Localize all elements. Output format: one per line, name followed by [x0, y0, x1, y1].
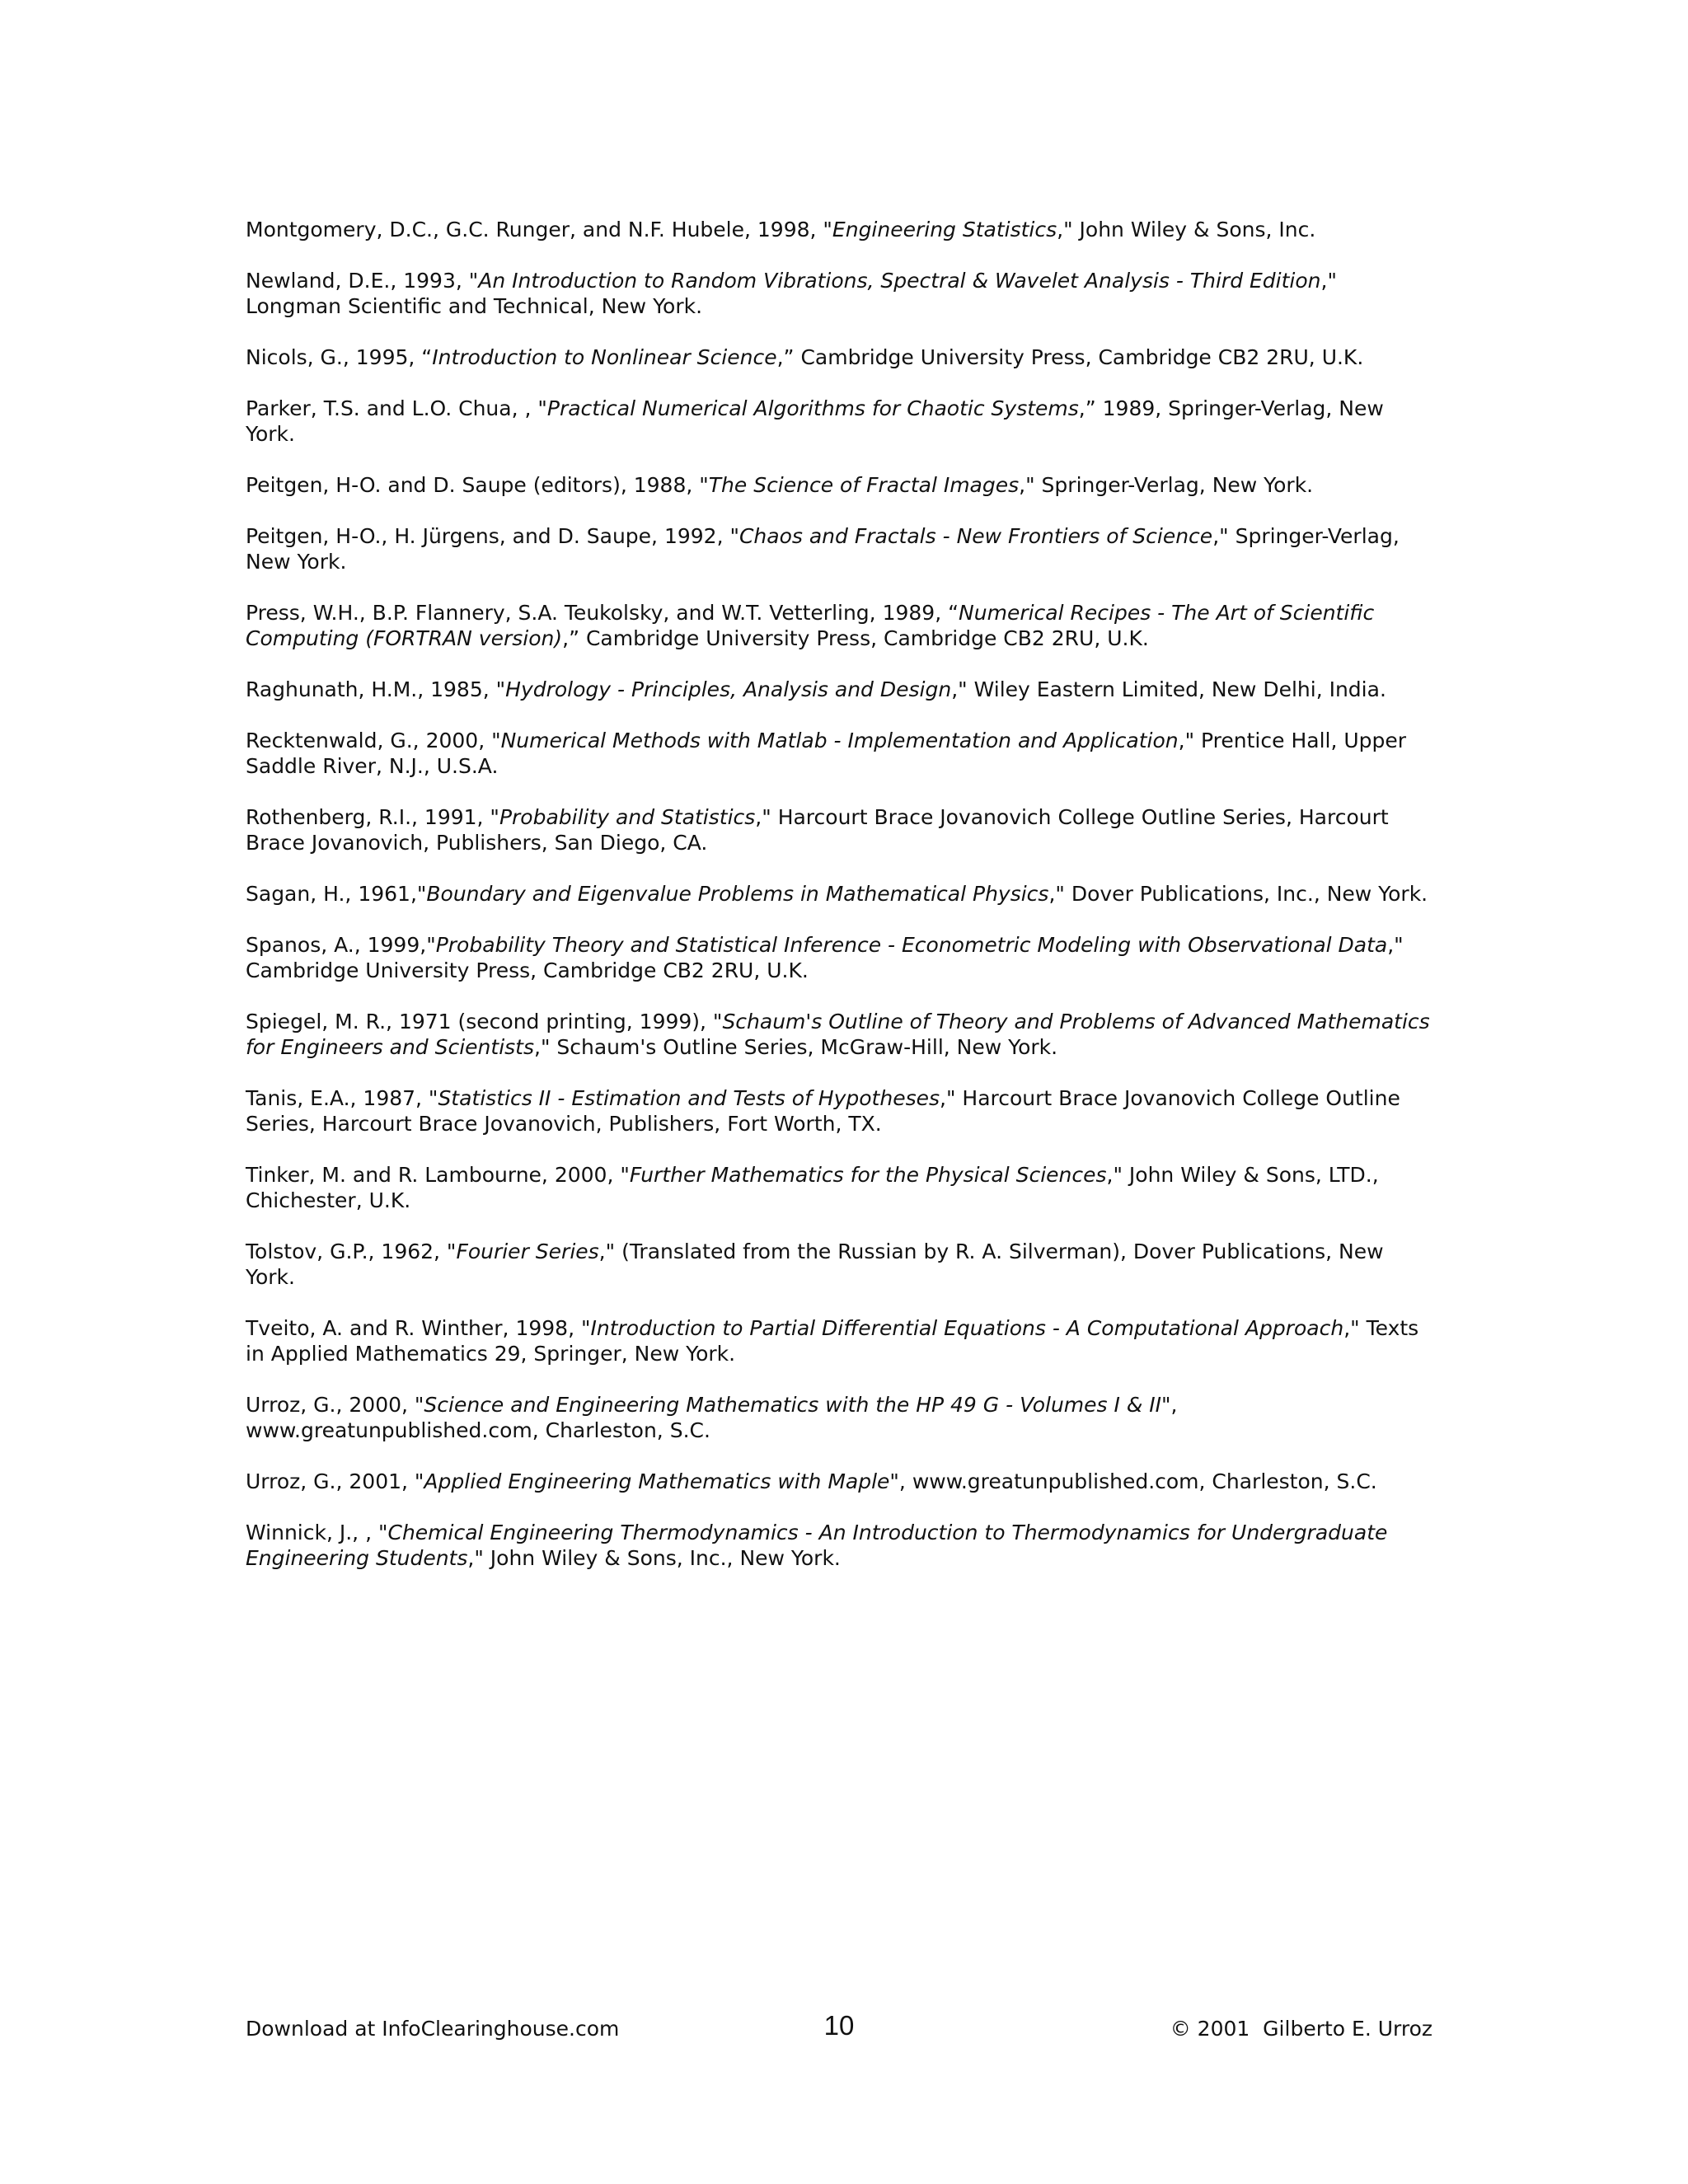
- reference-title: Fourier Series: [456, 1240, 599, 1263]
- reference-entry: [246, 677, 1432, 702]
- reference-title: Further Mathematics for the Physical Sciences: [629, 1163, 1107, 1187]
- reference-title: Hydrology - Principles, Analysis and Design: [505, 677, 952, 701]
- page-footer: [246, 2009, 1432, 2042]
- reference-publisher: ,” Cambridge University Press, Cambridge CB2 2RU, U.K.: [776, 345, 1364, 369]
- reference-publisher: ," John Wiley & Sons, Inc.: [1057, 218, 1316, 241]
- reference-authors: Montgomery, D.C., G.C. Runger, and N.F. Hubele, 1998, ": [246, 218, 832, 241]
- reference-title: Science and Engineering Mathematics with the HP 49 G - Volumes I & II: [424, 1393, 1162, 1417]
- reference-publisher: ," Harcourt Brace Jovanovich College Outline Series, Harcourt Brace Jovanovich, Publishers, San Diego, CA.: [246, 805, 1389, 855]
- reference-publisher: ," (Translated from the Russian by R. A. Silverman), Dover Publications, New York.: [246, 1240, 1384, 1289]
- page-number: 10: [823, 2010, 855, 2041]
- reference-title: Chemical Engineering Thermodynamics - An Introduction to Thermodynamics for Undergraduate Engineering Students: [246, 1521, 1388, 1570]
- reference-authors: Parker, T.S. and L.O. Chua, , ": [246, 396, 547, 420]
- reference-authors: Recktenwald, G., 2000, ": [246, 729, 501, 752]
- reference-authors: Tveito, A. and R. Winther, 1998, ": [246, 1316, 591, 1340]
- reference-publisher: ," Springer-Verlag, New York.: [1019, 473, 1314, 497]
- reference-authors: Nicols, G., 1995, “: [246, 345, 433, 369]
- reference-entry: [246, 932, 1432, 983]
- reference-title: Probability Theory and Statistical Inference - Econometric Modeling with Observational Data: [435, 933, 1388, 957]
- reference-authors: Peitgen, H-O. and D. Saupe (editors), 1988, ": [246, 473, 709, 497]
- reference-entry: [246, 217, 1432, 242]
- reference-publisher: ," Springer-Verlag, New York.: [246, 524, 1400, 574]
- reference-publisher: ," Wiley Eastern Limited, New Delhi, India.: [951, 677, 1386, 701]
- reference-publisher: ," Cambridge University Press, Cambridge CB2 2RU, U.K.: [246, 933, 1404, 982]
- reference-entry: [246, 1469, 1432, 1494]
- reference-entry: [246, 1085, 1432, 1137]
- reference-authors: Winnick, J., , ": [246, 1521, 388, 1544]
- reference-title: Schaum's Outline of Theory and Problems of Advanced Mathematics for Engineers and Scientists: [246, 1010, 1430, 1059]
- reference-publisher: ," Harcourt Brace Jovanovich College Outline Series, Harcourt Brace Jovanovich, Publishers, Fort Worth, TX.: [246, 1086, 1400, 1136]
- reference-authors: Urroz, G., 2001, ": [246, 1469, 424, 1493]
- reference-entry: [246, 1315, 1432, 1366]
- reference-authors: Raghunath, H.M., 1985, ": [246, 677, 506, 701]
- reference-entry: [246, 1239, 1432, 1290]
- reference-title: Probability and Statistics: [499, 805, 756, 829]
- reference-entry: [246, 881, 1432, 907]
- reference-entry: [246, 523, 1432, 574]
- reference-entry: [246, 1162, 1432, 1213]
- reference-publisher: ," Longman Scientific and Technical, New York.: [246, 269, 1337, 318]
- reference-entry: [246, 600, 1432, 651]
- reference-authors: Spiegel, M. R., 1971 (second printing, 1999), ": [246, 1010, 723, 1033]
- reference-publisher: ,” 1989, Springer-Verlag, New York.: [246, 396, 1384, 446]
- reference-authors: Tinker, M. and R. Lambourne, 2000, ": [246, 1163, 630, 1187]
- reference-title: Practical Numerical Algorithms for Chaotic Systems: [546, 396, 1079, 420]
- reference-publisher: ", www.greatunpublished.com, Charleston, S.C.: [246, 1393, 1178, 1442]
- reference-entry: [246, 1009, 1432, 1060]
- reference-publisher: ," Texts in Applied Mathematics 29, Springer, New York.: [246, 1316, 1419, 1366]
- reference-authors: Rothenberg, R.I., 1991, ": [246, 805, 499, 829]
- footer-copyright: © 2001 Gilberto E. Urroz: [1170, 2017, 1432, 2041]
- reference-entry: [246, 1392, 1432, 1443]
- reference-authors: Sagan, H., 1961,": [246, 882, 427, 906]
- reference-publisher: ," Dover Publications, Inc., New York.: [1048, 882, 1428, 906]
- reference-entry: [246, 344, 1432, 370]
- reference-authors: Tanis, E.A., 1987, ": [246, 1086, 438, 1110]
- footer-download-link: Download at InfoClearinghouse.com: [246, 2017, 620, 2041]
- reference-entry: [246, 396, 1432, 447]
- reference-title: Introduction to Nonlinear Science: [432, 345, 777, 369]
- reference-publisher: ," John Wiley & Sons, Inc., New York.: [467, 1546, 841, 1570]
- reference-authors: Press, W.H., B.P. Flannery, S.A. Teukolsky, and W.T. Vetterling, 1989, “: [246, 601, 959, 625]
- reference-title: An Introduction to Random Vibrations, Spectral & Wavelet Analysis - Third Edition: [478, 269, 1321, 293]
- reference-entry: [246, 1520, 1432, 1571]
- reference-title: Chaos and Fractals - New Frontiers of Science: [738, 524, 1213, 548]
- reference-publisher: ,” Cambridge University Press, Cambridge CB2 2RU, U.K.: [562, 626, 1149, 650]
- reference-list: [246, 217, 1432, 1596]
- reference-authors: Spanos, A., 1999,": [246, 933, 436, 957]
- reference-title: Statistics II - Estimation and Tests of Hypotheses: [438, 1086, 940, 1110]
- reference-entry: [246, 728, 1432, 779]
- reference-publisher: ," Schaum's Outline Series, McGraw-Hill, New York.: [534, 1035, 1058, 1059]
- reference-title: Numerical Methods with Matlab - Implementation and Application: [500, 729, 1179, 752]
- reference-entry: [246, 472, 1432, 498]
- reference-authors: Peitgen, H-O., H. Jürgens, and D. Saupe, 1992, ": [246, 524, 739, 548]
- reference-authors: Tolstov, G.P., 1962, ": [246, 1240, 457, 1263]
- reference-entry: [246, 268, 1432, 319]
- reference-title: Applied Engineering Mathematics with Maple: [424, 1469, 890, 1493]
- reference-title: Boundary and Eigenvalue Problems in Mathematical Physics: [426, 882, 1049, 906]
- reference-title: The Science of Fractal Images: [708, 473, 1020, 497]
- reference-title: Numerical Recipes - The Art of Scientific Computing (FORTRAN version): [246, 601, 1375, 650]
- reference-entry: [246, 804, 1432, 855]
- reference-title: Introduction to Partial Differential Equations - A Computational Approach: [590, 1316, 1344, 1340]
- reference-publisher: ", www.greatunpublished.com, Charleston, S.C.: [889, 1469, 1377, 1493]
- reference-authors: Urroz, G., 2000, ": [246, 1393, 424, 1417]
- reference-publisher: ," Prentice Hall, Upper Saddle River, N.J., U.S.A.: [246, 729, 1407, 778]
- reference-authors: Newland, D.E., 1993, ": [246, 269, 479, 293]
- reference-title: Engineering Statistics: [832, 218, 1057, 241]
- reference-publisher: ," John Wiley & Sons, LTD., Chichester, U.K.: [246, 1163, 1379, 1212]
